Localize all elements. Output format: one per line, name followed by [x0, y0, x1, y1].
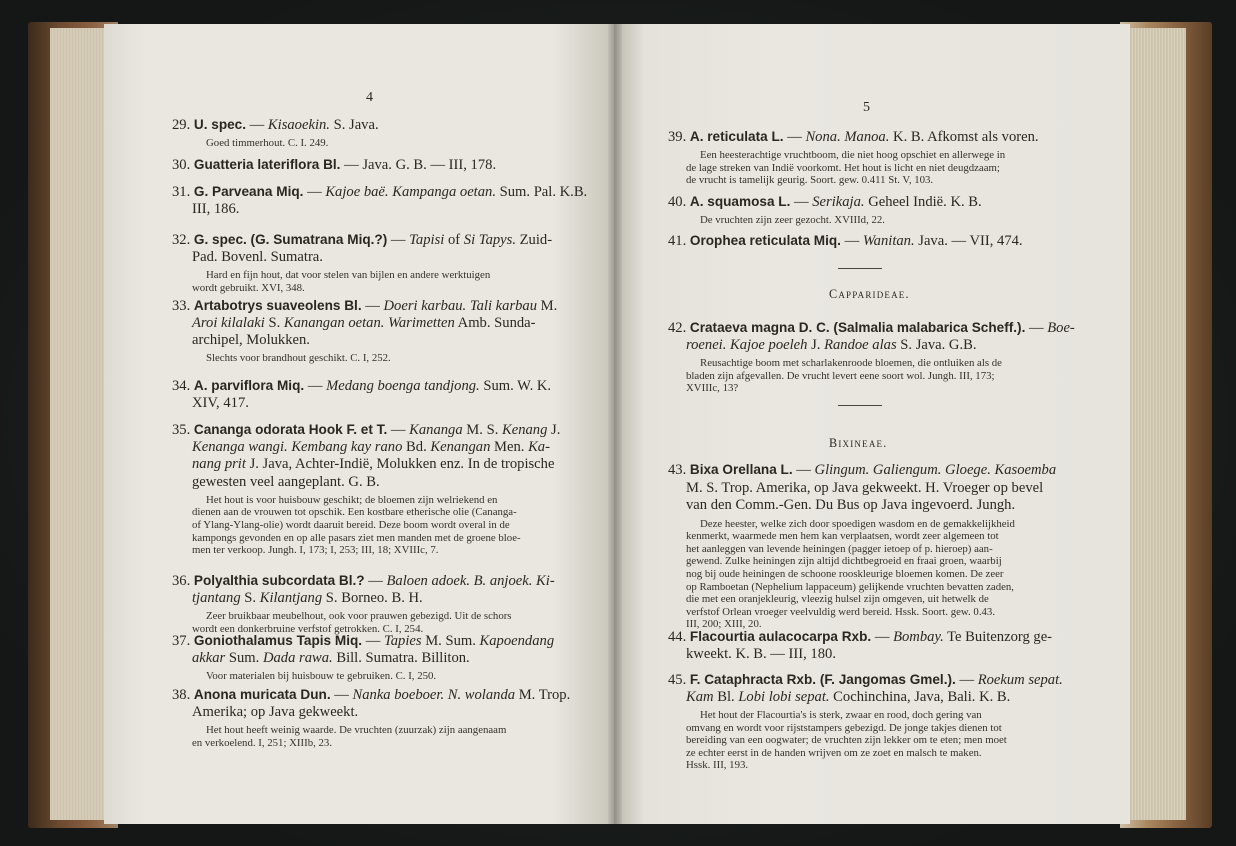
text-run: Geheel Indië. K. B. [864, 194, 982, 210]
vernacular-name: Boe- [1047, 320, 1075, 336]
entry-note: III, 200; XIII, 20. [686, 618, 762, 631]
page-edges-right [1126, 28, 1186, 820]
vernacular-name: Baloen adoek. B. anjoek. Ki- [386, 573, 555, 589]
entry-line-1 [172, 633, 554, 650]
text-run: gewesten veel aangeplant. G. B. [192, 473, 380, 490]
text-run: — [364, 573, 387, 589]
section-heading-bixineae: Bixineae. [829, 436, 888, 450]
entry-note: kenmerkt, waarmede men hem kan verplaatsen, wordt zeer algemeen tot [686, 530, 999, 543]
text-run: S. Borneo. B. H. [322, 590, 423, 606]
vernacular-name: tjantang [192, 590, 241, 606]
vernacular-name: Nona. Manoa. [805, 129, 890, 145]
entry-number: 42. [668, 320, 690, 336]
entry-note: Goed timmerhout. C. I. 249. [206, 137, 329, 149]
text-run: M. Sum. [421, 633, 480, 649]
entry-line-4 [192, 474, 380, 491]
species-name: Bixa Orellana L. [689, 462, 793, 477]
entry-number: 43. [668, 462, 690, 478]
species-name: F. Cataphracta Rxb. (F. Jangomas Gmel.). [689, 672, 956, 687]
entry-note: de vrucht is tamelijk geurig. Soort. gew. 0.411 St. V, 103. [686, 174, 934, 187]
entry-line-2 [686, 480, 1043, 497]
text-run: Bl. [713, 689, 739, 705]
vernacular-name: Kisaoekin. [267, 117, 330, 133]
text-run: M. [537, 298, 558, 314]
vernacular-name: Serikaja. [812, 194, 865, 210]
species-name: Oropheа reticulata Miq. [689, 233, 841, 248]
species-name: Goniothalamus Tapis Miq. [193, 633, 363, 648]
text-run: III, 186. [192, 201, 240, 217]
vernacular-name: nang prit [192, 456, 246, 473]
entry-note: en verkoelend. I, 251; XIIIb, 23. [192, 736, 333, 749]
text-run: M. S. Trop. Amerika, op Java gekweekt. H. Vroeger op bevel [686, 479, 1044, 496]
vernacular-name: roenei. Kajoe poeleh [686, 337, 808, 353]
entry-line-2 [686, 689, 1010, 706]
text-run: — [955, 672, 978, 688]
vernacular-name: Kananga [409, 422, 463, 438]
entry-number: 44. [668, 629, 690, 645]
entry-line-1 [172, 232, 552, 249]
entry-note: verfstof Orlean vroeger veelvuldig werd bereid. Hssk. Soort. gew. 0.43. [686, 605, 996, 618]
text-run: — [330, 687, 353, 703]
entry-note: Een heesterachtige vruchtboom, die niet hoog opschiet en allerwege in [700, 149, 1006, 161]
vernacular-name: Medang boenga tandjong. [326, 378, 480, 394]
species-name: Artabotrys suaveolens Bl. [193, 298, 362, 313]
vernacular-name: Wanitan. [862, 233, 915, 249]
text-run: S. [240, 590, 260, 606]
entry-number: 33. [172, 298, 194, 314]
species-name: G. spec. (G. Sumatrana Miq.?) [193, 232, 388, 247]
vernacular-name: Lobi lobi sepat. [738, 689, 830, 705]
entry-note: Voor materialen bij huisbouw te gebruiken. C. I, 250. [206, 670, 437, 682]
entry-note: de lage streken van Indië voorkomt. Het hout is licht en niet deugdzaam; [686, 161, 1000, 174]
entry-note: men ter verkoop. Jungh. I, 173; I, 253; III, 18; XVIIIc, 7. [192, 544, 439, 557]
entry-number: 38. [172, 687, 194, 703]
species-name: A. parviflora Miq. [193, 378, 305, 393]
entry-note: wordt een donkerbruine verfstof getrokken. C. I, 254. [192, 622, 424, 635]
text-run: S. Java. [329, 117, 379, 133]
species-name: Anona muricata Dun. [193, 687, 331, 702]
entry-line-1 [172, 184, 587, 201]
entry-number: 37. [172, 633, 194, 649]
entry-line-1 [668, 233, 1023, 250]
text-run: J. [547, 422, 561, 438]
entry-number: 45. [668, 672, 690, 688]
text-run: Zuid- [515, 232, 553, 248]
entry-line-2 [686, 646, 836, 663]
vernacular-name: Kajoe baë. Kampanga oetan. [325, 184, 496, 200]
text-run: — [840, 233, 863, 249]
entry-note: Reusachtige boom met scharlakenroode bloemen, die ontluiken als de [700, 357, 1002, 369]
section-rule [838, 405, 882, 406]
text-run: — [871, 629, 894, 645]
vernacular-name: Roekum sepat. [977, 672, 1063, 688]
text-run: Java. — VII, 474. [914, 233, 1023, 249]
text-run: archipel, Molukken. [192, 332, 310, 348]
vernacular-name: Kenang [502, 422, 548, 438]
entry-note: bereiding van een oogwater; de vruchten zijn lekker om te eten; men moet [686, 734, 1007, 747]
entry-line-1 [668, 194, 982, 211]
entry-number: 29. [172, 117, 194, 133]
entry-note: Het hout der Flacourtia's is sterk, zwaar en rood, doch gering van [700, 709, 982, 721]
text-run: Amerika; op Java gekweekt. [192, 704, 359, 720]
entry-note: het aanleggen van levende heiningen (pagger ietoep of p. hieroep) aan- [686, 542, 993, 555]
entry-note: Zeer bruikbaar meubelhout, ook voor prauwen gebezigd. Uit de schors [206, 610, 512, 622]
entry-line-2 [192, 395, 249, 412]
text-run: S. [264, 315, 284, 331]
species-name: A. squamosa L. [689, 194, 791, 209]
entry-note: XVIIIc, 13? [686, 382, 739, 395]
entry-line-2 [192, 249, 323, 266]
section-heading-capparideae: Capparideae. [829, 287, 910, 301]
entry-number: 30. [172, 157, 194, 173]
text-run: — [361, 298, 384, 314]
entry-line-1 [668, 629, 1052, 646]
page-edges-left [50, 28, 112, 820]
entry-line-2 [192, 439, 550, 456]
text-run: — [246, 117, 268, 133]
entry-note: Deze heester, welke zich door spoedigen wasdom en de gemakkelijkheid [700, 517, 1015, 530]
entry-note: Hssk. III, 193. [686, 759, 749, 772]
entry-number: 36. [172, 573, 194, 589]
text-run: S. Java. G.B. [896, 337, 977, 353]
entry-note: die met een oranjekleurig, vleezig hulsel zijn omgeven, uit hetwelk de [686, 593, 989, 606]
text-run: van den Comm.-Gen. Du Bus op Java ingevoerd. Jungh. [686, 497, 1016, 513]
vernacular-name: akkar [192, 650, 226, 666]
vernacular-name: Kam [686, 689, 714, 705]
entry-number: 34. [172, 378, 194, 394]
entry-line-2 [192, 315, 536, 332]
text-run: — [790, 194, 813, 210]
entry-line-1 [172, 573, 555, 590]
entry-number: 40. [668, 194, 690, 210]
entry-line-3 [686, 497, 1015, 514]
entry-line-2 [192, 201, 239, 218]
entry-note: wordt gebruikt. XVI, 348. [192, 281, 305, 294]
vernacular-name: Kanangan oetan. Warimetten [283, 315, 455, 331]
entry-number: 41. [668, 233, 690, 249]
entry-number: 31. [172, 184, 194, 200]
text-run: Pad. Bovenl. Sumatra. [192, 249, 323, 265]
entry-line-2 [192, 590, 423, 607]
text-run: — [304, 378, 327, 394]
page-number-right: 5 [863, 100, 871, 115]
entry-note: gewend. Zulke heiningen zijn altijd dichtbegroeid en fraai groen, waarbij [686, 555, 1002, 568]
text-run: — [387, 232, 410, 248]
entry-line-2 [192, 650, 470, 667]
text-run: K. B. Afkomst als voren. [889, 129, 1039, 145]
entry-line-1 [172, 298, 557, 315]
entry-note: Het hout heeft weinig waarde. De vruchten (zuurzak) zijn aangenaam [206, 724, 507, 736]
text-run: — [783, 129, 806, 145]
vernacular-name: Kapoendang [479, 633, 555, 649]
entry-note: De vruchten zijn zeer gezocht. XVIIId, 22. [700, 214, 885, 226]
entry-number: 32. [172, 232, 194, 248]
entry-line-2 [192, 704, 358, 721]
vernacular-name: Kenangan [430, 439, 491, 456]
species-name: A. reticulata L. [689, 129, 784, 144]
species-name: Cananga odorata Hook F. et T. [193, 422, 388, 437]
text-run: XIV, 417. [192, 395, 249, 411]
text-run: Sum. Pal. K.B. [495, 184, 588, 200]
entry-line-1 [172, 378, 551, 395]
text-run: — [303, 184, 326, 200]
species-name: Flacourtia aulacocarpa Rxb. [689, 629, 872, 644]
text-run: — Java. G. B. — III, 178. [340, 157, 497, 173]
text-run: M. S. [462, 422, 502, 438]
text-run: — [387, 422, 410, 438]
vernacular-name: Aroi kilalaki [192, 315, 265, 331]
entry-note: Hard en fijn hout, dat voor stelen van bijlen en andere werktuigen [206, 269, 491, 281]
species-name: Crataeva magna D. C. (Salmalia malabarica Scheff.). [689, 320, 1026, 335]
text-run: — [1025, 320, 1048, 336]
entry-line-2 [686, 337, 977, 354]
entry-line-1 [668, 320, 1075, 337]
vernacular-name: Kenanga wangi. Kembang kay rano [192, 439, 403, 456]
entry-number: 35. [172, 422, 194, 438]
text-run: Sum. W. K. [479, 378, 552, 394]
entry-note: ze echter eerst in de handen wrijven om ze zoet en malsch te maken. [686, 746, 982, 759]
entry-line-1 [172, 687, 570, 704]
species-name: U. spec. [193, 117, 247, 132]
entry-note: kampongs gevonden en op alle pasars ziet men manden met de groene bloe- [192, 531, 521, 544]
entry-note: bladen zijn afgevallen. De vrucht levert eene soort wol. Jungh. III, 173; [686, 369, 995, 382]
entry-line-1 [172, 422, 560, 439]
vernacular-name: Nanka boeboer. N. wolanda [352, 687, 516, 703]
vernacular-name: Tapisi [409, 232, 445, 248]
entry-note: nog bij oude heiningen de schoone rooskleurige bloemen komen. De zeer [686, 567, 1004, 580]
entry-note: dienen aan de vrouwen tot opschik. Een kostbare etherische olie (Cananga- [192, 506, 517, 519]
vernacular-name: Randoe alas [824, 337, 897, 353]
entry-line-3 [192, 332, 310, 349]
vernacular-name: Ka- [528, 439, 550, 456]
entry-note: Het hout is voor huisbouw geschikt; de bloemen zijn welriekend en [206, 493, 498, 506]
text-run: Te Buitenzorg ge- [943, 629, 1053, 645]
species-name: Polyalthia subcordata Bl.? [193, 573, 365, 588]
entry-note: Slechts voor brandhout geschikt. C. I, 252. [206, 352, 391, 364]
text-run: Cochinchina, Java, Bali. K. B. [829, 689, 1011, 705]
text-run: J. Java, Achter-Indië, Molukken enz. In de tropische [245, 456, 555, 473]
species-name: Guatteria lateriflora Bl. [193, 157, 341, 172]
text-run: Sum. [225, 650, 263, 666]
vernacular-name: Dada rawa. [262, 650, 333, 666]
entry-line-1 [172, 117, 379, 134]
text-run: Amb. Sunda- [454, 315, 536, 331]
entry-line-1 [668, 672, 1063, 689]
text-run: — [362, 633, 384, 649]
text-run: Bill. Sumatra. Billiton. [332, 650, 470, 666]
text-run: M. Trop. [515, 687, 571, 703]
text-run: — [792, 462, 815, 478]
entry-number: 39. [668, 129, 690, 145]
vernacular-name: Bombay. [893, 629, 944, 645]
text-run: of [444, 232, 464, 248]
entry-line-1 [668, 129, 1039, 146]
entry-note: of Ylang-Ylang-olie) wordt daaruit bereid. Deze boom wordt overal in de [192, 519, 510, 531]
section-rule [838, 268, 882, 269]
vernacular-name: Glingum. Galiengum. Gloege. Kasoemba [814, 462, 1057, 478]
vernacular-name: Si Tapys. [463, 232, 516, 248]
book-gutter [608, 24, 622, 824]
text-run: Men. [490, 439, 529, 456]
vernacular-name: Kilantjang [259, 590, 323, 606]
page-number-left: 4 [366, 90, 374, 105]
vernacular-name: Tapies [383, 633, 422, 649]
vernacular-name: Doeri karbau. Tali karbau [383, 298, 538, 314]
entry-line-3 [192, 456, 554, 473]
text-run: J. [807, 337, 825, 353]
entry-note: op Ramboetan (Nephelium lappaceum) gelijkende vruchten bevatten zaden, [686, 580, 1014, 593]
text-run: kweekt. K. B. — III, 180. [686, 646, 836, 662]
entry-line-1 [668, 462, 1056, 479]
entry-note: omvang en wordt voor rijststampers gebezigd. De jonge takjes dienen tot [686, 721, 1002, 734]
text-run: Bd. [402, 439, 431, 456]
entry-line-1 [172, 157, 496, 174]
species-name: G. Parveana Miq. [193, 184, 304, 199]
